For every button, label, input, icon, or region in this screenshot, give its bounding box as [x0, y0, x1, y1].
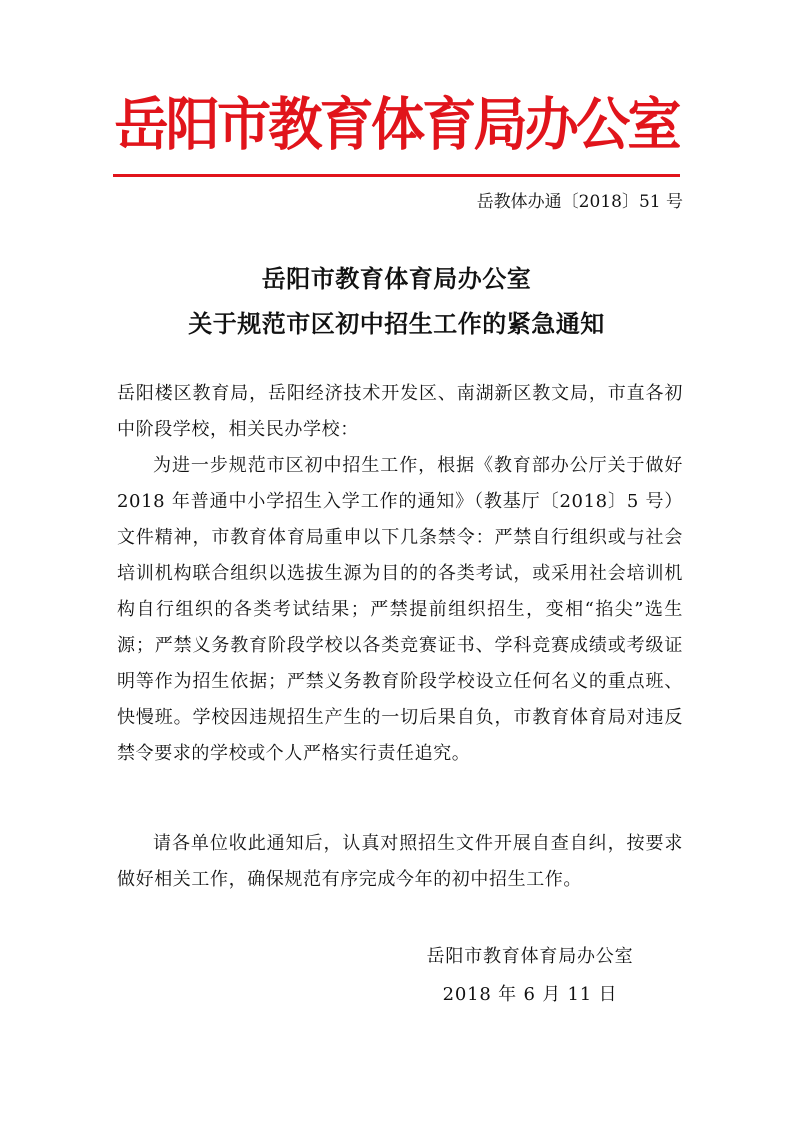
notice-body-paragraph-1: 为进一步规范市区初中招生工作，根据《教育部办公厅关于做好 2018 年普通中小学招生入学工作的通知》（教基厅〔2018〕5 号）文件精神，市教育体育局重申以下几条禁令：严禁自行组织或与社会培训机构联合组织以选拔生源为目的的各类考试，或采用社会培训机构自行组织的各类考试结果；严禁提前组织招生，变相“掐尖”选生源；严禁义务教育阶段学校以各类竞赛证书、学科竞赛成绩或考级证明等作为招生依据；严禁义务教育阶段学校设立任何名义的重点班、快慢班。学校因违规招生产生的一切后果自负，市教育体育局对违反禁令要求的学校或个人严格实行责任追究。 [117, 455, 683, 764]
issuing-office-header: 岳阳市教育体育局办公室 [114, 92, 679, 158]
notice-title-line-2: 关于规范市区初中招生工作的紧急通知 [188, 309, 605, 338]
signature-date: 2018 年 6 月 11 日 [442, 984, 618, 1005]
recipient-list: 岳阳楼区教育局，岳阳经济技术开发区、南湖新区教文局，市直各初中阶段学校，相关民办学校： [117, 383, 683, 440]
document-number: 岳教体办通〔2018〕51 号 [476, 192, 683, 212]
signature-organization: 岳阳市教育体育局办公室 [426, 946, 634, 967]
notice-title-line-1: 岳阳市教育体育局办公室 [261, 264, 532, 293]
header-red-rule [113, 174, 680, 177]
notice-body-paragraph-2: 请各单位收此通知后，认真对照招生文件开展自查自纠，按要求做好相关工作，确保规范有序完成今年的初中招生工作。 [117, 833, 683, 890]
